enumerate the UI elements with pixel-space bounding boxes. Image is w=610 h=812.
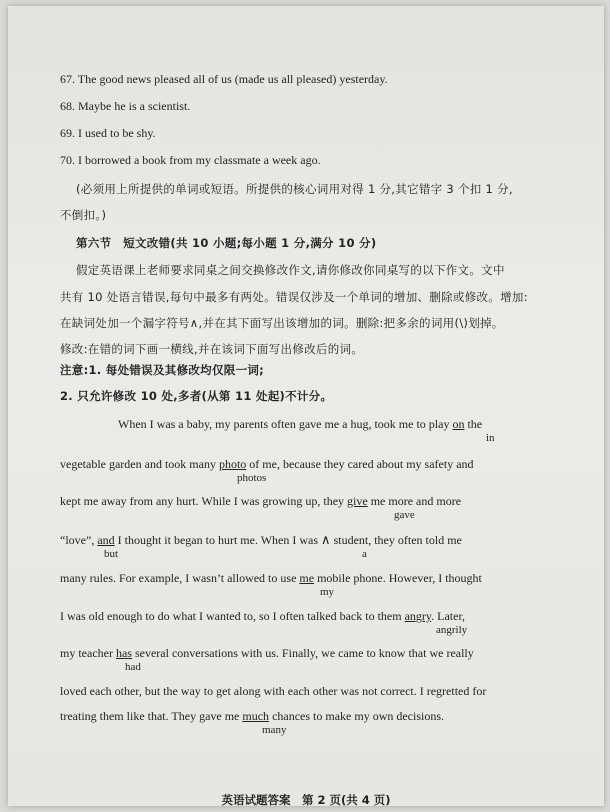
- essay-line-9: treating them like that. They gave me much chances to make my own decisions.: [60, 709, 445, 723]
- essay-line-2: vegetable garden and took many photo of me, because they cared about my safety and: [60, 457, 474, 471]
- error-word: and: [97, 533, 115, 547]
- answer-sheet-page: [8, 6, 604, 806]
- instructions-line-1: 假定英语课上老师要求同桌之间交换修改作文,请你修改你同桌写的以下作文。文中: [76, 263, 505, 277]
- correction-word: had: [125, 661, 141, 673]
- error-word: has: [115, 646, 132, 660]
- instructions-line-4: 修改:在错的词下画一横线,并在该词下面写出修改后的词。: [60, 342, 364, 356]
- error-word: on: [452, 417, 465, 431]
- correction-word: but: [104, 548, 119, 560]
- correction-word: in: [486, 432, 495, 444]
- correction-word: angrily: [436, 624, 468, 636]
- scoring-note-line-1: (必须用上所提供的单词或短语。所提供的核心词用对得 1 分,其它错字 3 个扣 1 分,: [76, 182, 513, 196]
- error-word: photo: [218, 457, 247, 471]
- correction-word: my: [320, 586, 335, 598]
- essay-line-5: many rules. For example, I wasn’t allowed to use me mobile phone. However, I thought: [60, 571, 482, 585]
- section-6-title: 第六节 短文改错(共 10 小题;每小题 1 分,满分 10 分): [76, 236, 377, 250]
- error-word: angry: [404, 609, 432, 623]
- note-line-1: 注意:1. 每处错误及其修改均仅限一词;: [60, 363, 265, 377]
- essay-line-3: kept me away from any hurt. While I was growing up, they give me more and more: [60, 494, 462, 508]
- essay-line-4: “love”, and I thought it began to hurt me. When I was ∧ student, they often told me: [60, 532, 462, 547]
- answer-70: 70. I borrowed a book from my classmate a week ago.: [60, 153, 321, 167]
- essay-line-6: I was old enough to do what I wanted to, so I often talked back to them angry. Later,: [60, 609, 465, 623]
- correction-word: photos: [237, 472, 267, 484]
- error-word: much: [242, 709, 270, 723]
- answer-68: 68. Maybe he is a scientist.: [60, 99, 191, 113]
- instructions-line-2: 共有 10 处语言错误,每句中最多有两处。错误仅涉及一个单词的增加、删除或修改。增加:: [60, 290, 528, 304]
- answer-67: 67. The good news pleased all of us (made us all pleased) yesterday.: [60, 72, 388, 86]
- essay-line-8: loved each other, but the way to get along with each other was not correct. I regretted for: [60, 684, 487, 698]
- correction-word: gave: [394, 509, 415, 521]
- page-footer: 英语试题答案 第 2 页(共 4 页): [221, 793, 391, 807]
- error-word: me: [299, 571, 315, 585]
- scoring-note-line-2: 不倒扣。): [60, 208, 107, 222]
- note-line-2: 2. 只允许修改 10 处,多者(从第 11 处起)不计分。: [60, 389, 333, 403]
- correction-word: many: [262, 724, 287, 736]
- error-word: give: [347, 494, 368, 508]
- essay-line-7: my teacher has several conversations with us. Finally, we came to know that we really: [60, 646, 474, 660]
- correction-word: a: [362, 548, 367, 560]
- instructions-line-3: 在缺词处加一个漏字符号∧,并在其下面写出该增加的词。删除:把多余的词用(\)划掉。: [60, 316, 504, 330]
- answer-69: 69. I used to be shy.: [60, 126, 156, 140]
- insertion-caret: ∧: [321, 532, 331, 547]
- essay-line-1: When I was a baby, my parents often gave me a hug, took me to play on the: [118, 417, 483, 431]
